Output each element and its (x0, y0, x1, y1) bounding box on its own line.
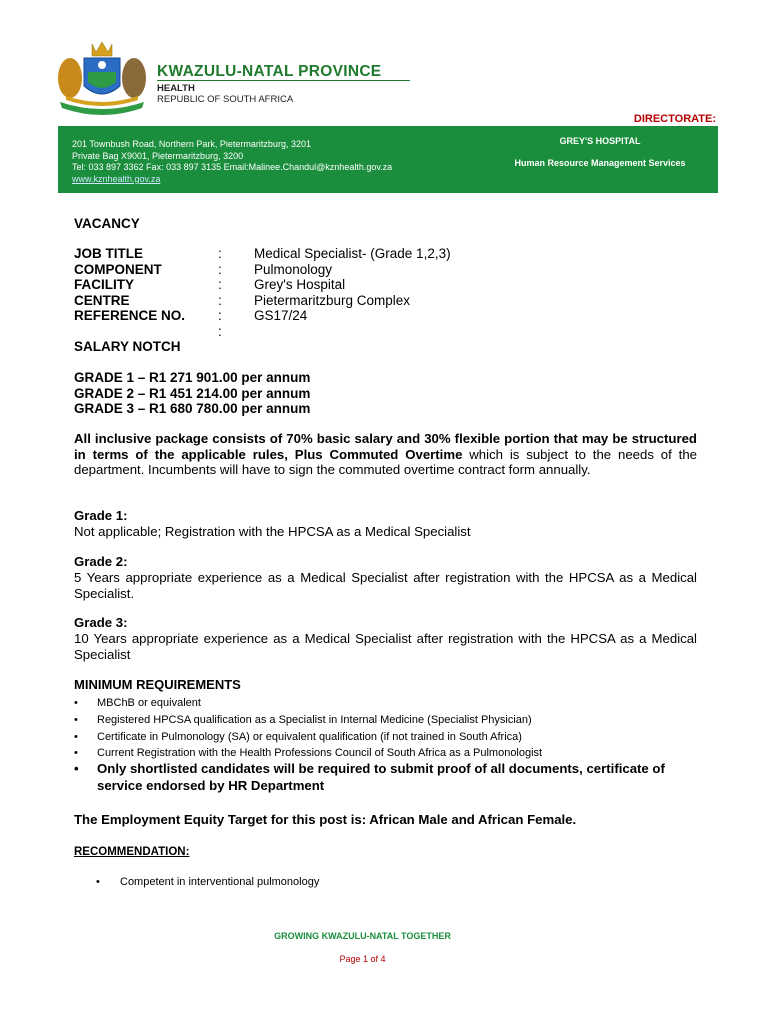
shortlist-notice (74, 761, 704, 794)
field-colons (218, 246, 222, 340)
country-name: REPUBLIC OF SOUTH AFRICA (157, 94, 294, 105)
province-title: KWAZULU-NATAL PROVINCE (157, 63, 382, 80)
salary-grades (74, 370, 310, 417)
coat-of-arms-logo (52, 36, 152, 116)
requirement-text: MBChB or equivalent (97, 697, 201, 709)
vacancy-heading: VACANCY (74, 216, 140, 231)
unit-name: Human Resource Management Services (514, 158, 686, 168)
label-facility: FACILITY (74, 277, 134, 293)
label-centre: CENTRE (74, 292, 130, 308)
grade-1-label: Grade 1: (74, 508, 128, 523)
requirement-text: Certificate in Pulmonology (SA) or equivalent qualification (if not trained in South Africa) (97, 730, 522, 743)
equity-target: The Employment Equity Target for this post is: African Male and African Female. (74, 812, 577, 827)
list-item (74, 729, 704, 746)
header-rule (157, 80, 410, 81)
package-rest: which is subject to the needs of the department. Incumbents will have to sign the commuted overtime contract form annually. (74, 446, 697, 478)
field-values (254, 246, 451, 324)
hospital-name: GREY'S HOSPITAL (559, 136, 641, 146)
grade-3-salary: GRADE 3 – R1 680 780.00 per annum (74, 401, 311, 416)
directorate-label: DIRECTORATE: (633, 113, 716, 125)
grade-1-salary: GRADE 1 – R1 271 901.00 per annum (74, 370, 311, 385)
value-facility: Grey's Hospital (254, 277, 346, 293)
value-centre: Pietermaritzburg Complex (254, 292, 411, 308)
requirement-text: Registered HPCSA qualification as a Specialist in Internal Medicine (Specialist Physician) (97, 713, 532, 726)
grade-3-label: Grade 3: (74, 615, 128, 630)
contact-line: Tel: 033 897 3362 Fax: 033 897 3135 Email:Malinee.Chandul@kznhealth.gov.za (72, 162, 393, 172)
grade-2-text: 5 Years appropriate experience as a Medical Specialist after registration with the HPCSA as a Medical Specialist. (74, 570, 697, 601)
salary-notch-label: SALARY NOTCH (74, 339, 181, 354)
colon: : (218, 246, 222, 261)
bullet: • (74, 730, 78, 743)
colon: : (218, 308, 222, 324)
list-item (74, 695, 704, 712)
bullet: • (74, 761, 79, 776)
recommendation-text: Competent in interventional pulmonology (120, 876, 320, 888)
colon: : (218, 261, 222, 277)
list-item (74, 745, 704, 762)
page-number: Page 1 of 4 (339, 954, 386, 964)
package-paragraph (74, 431, 697, 478)
field-labels (74, 246, 185, 324)
value-component: Pulmonology (254, 261, 333, 277)
shortlist-text: Only shortlisted candidates will be required to submit proof of all documents, certificate of service endorsed by HR Department (97, 761, 665, 793)
colon: : (218, 277, 222, 293)
label-job-title: JOB TITLE (74, 246, 144, 261)
minimum-requirements-heading: MINIMUM REQUIREMENTS (74, 677, 241, 692)
value-reference: GS17/24 (254, 308, 308, 324)
bullet: • (74, 713, 78, 726)
value-job-title: Medical Specialist- (Grade 1,2,3) (254, 246, 451, 261)
address-line: 201 Townbush Road, Northern Park, Pietermaritzburg, 3201 (72, 139, 311, 149)
grade-3-text: 10 Years appropriate experience as a Medical Specialist after registration with the HPCSA as a Medical Specialist (74, 631, 697, 662)
colon: : (218, 292, 222, 308)
bullet: • (96, 876, 100, 888)
footer-slogan: GROWING KWAZULU-NATAL TOGETHER (274, 931, 451, 941)
package-bold: All inclusive package consists of 70% basic salary and 30% flexible portion that may be structured in terms of the applicable rules, Plus Commuted Overtime (74, 431, 697, 462)
grade-2-label: Grade 2: (74, 554, 128, 569)
website-link[interactable]: www.kznhealth.gov.za (72, 173, 161, 184)
requirement-text: Current Registration with the Health Professions Council of South Africa as a Pulmonologist (97, 747, 543, 760)
bullet: • (74, 747, 78, 760)
bullet: • (74, 697, 78, 709)
requirements-list (74, 695, 704, 762)
address-block (72, 139, 392, 185)
list-item (74, 712, 704, 729)
department-name: HEALTH (157, 83, 195, 94)
list-item (96, 876, 319, 888)
label-reference: REFERENCE NO. (74, 308, 186, 324)
colon: : (218, 323, 222, 339)
grade-2-salary: GRADE 2 – R1 451 214.00 per annum (74, 385, 311, 401)
recommendation-heading: RECOMMENDATION: (74, 846, 190, 858)
grade-1-text: Not applicable; Registration with the HPCSA as a Medical Specialist (74, 524, 471, 539)
label-component: COMPONENT (74, 261, 162, 277)
postal-line: Private Bag X9001, Pietermaritzburg, 3200 (72, 150, 244, 161)
